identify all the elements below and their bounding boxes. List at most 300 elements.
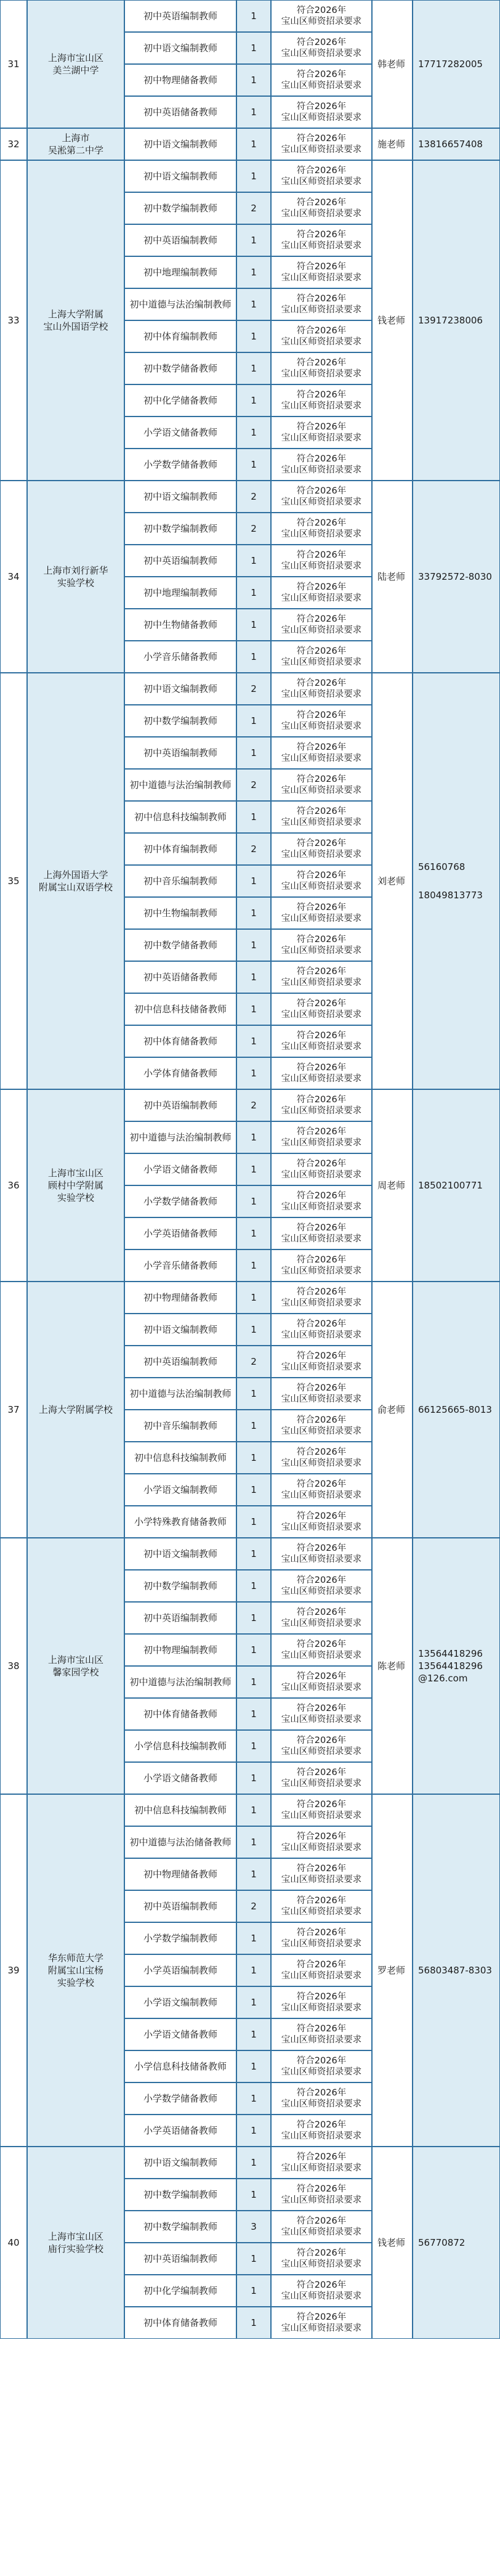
school-name-line: 实验学校 <box>57 577 94 588</box>
position-title: 初中数学编制教师 <box>124 1570 236 1602</box>
requirement-line: 宝山区师资招录要求 <box>281 1138 362 1148</box>
requirement-text <box>271 1954 372 1986</box>
school-number: 32 <box>0 128 27 160</box>
position-count: 1 <box>236 801 271 833</box>
position-title: 小学音乐储备教师 <box>124 641 236 673</box>
position-count: 2 <box>236 1890 271 1922</box>
position-title: 初中数学编制教师 <box>124 705 236 737</box>
position-count: 1 <box>236 1442 271 1474</box>
requirement-line: 符合2026年 <box>296 2216 347 2226</box>
requirement-text <box>271 2082 372 2115</box>
requirement-text <box>271 64 372 96</box>
contact-phone <box>413 1282 500 1538</box>
requirement-line: 符合2026年 <box>296 229 347 240</box>
position-count: 1 <box>236 1282 271 1314</box>
position-title: 初中生物储备教师 <box>124 609 236 641</box>
requirement-lines <box>281 582 362 604</box>
requirement-line: 宝山区师资招录要求 <box>281 369 362 379</box>
position-count: 1 <box>236 1762 271 1794</box>
contact-person: 钱老师 <box>372 160 413 481</box>
requirement-text <box>271 1890 372 1922</box>
school-name-line: 实验学校 <box>57 1192 94 1204</box>
requirement-lines <box>281 710 362 732</box>
position-count: 2 <box>236 481 271 513</box>
position-title: 初中英语储备教师 <box>124 96 236 128</box>
requirement-text <box>271 865 372 897</box>
position-title: 初中地理编制教师 <box>124 577 236 609</box>
requirement-line: 宝山区师资招录要求 <box>281 1458 362 1468</box>
position-title: 初中语文编制教师 <box>124 673 236 705</box>
requirement-line: 宝山区师资招录要求 <box>281 17 362 26</box>
requirement-text <box>271 1666 372 1698</box>
school-name-line: 上海大学附属学校 <box>38 1404 113 1415</box>
requirement-line: 宝山区师资招录要求 <box>281 1683 362 1692</box>
requirement-line: 宝山区师资招录要求 <box>281 1010 362 1020</box>
requirement-text <box>271 1185 372 1217</box>
position-count: 1 <box>236 1153 271 1185</box>
requirement-text <box>271 1826 372 1858</box>
requirement-line: 符合2026年 <box>296 1863 347 1874</box>
contact-phone-text <box>418 1404 492 1416</box>
position-title: 小学语文编制教师 <box>124 1474 236 1506</box>
school-name-text <box>43 564 108 590</box>
position-count: 2 <box>236 513 271 545</box>
requirement-lines <box>281 966 362 988</box>
position-count: 2 <box>236 1089 271 1121</box>
requirement-line: 宝山区师资招录要求 <box>281 1554 362 1564</box>
position-title: 初中英语编制教师 <box>124 545 236 577</box>
requirement-text <box>271 1986 372 2018</box>
position-count: 1 <box>236 1698 271 1730</box>
contact-person: 陈老师 <box>372 1538 413 1794</box>
position-title: 初中数学编制教师 <box>124 513 236 545</box>
requirement-text <box>271 961 372 993</box>
requirement-lines <box>281 2023 362 2046</box>
position-count: 1 <box>236 1506 271 1538</box>
requirement-lines <box>281 229 362 251</box>
requirement-line: 符合2026年 <box>296 998 347 1009</box>
position-count: 1 <box>236 320 271 352</box>
requirement-lines <box>281 453 362 476</box>
requirement-lines <box>281 1991 362 2013</box>
requirement-lines <box>281 1927 362 1949</box>
position-count: 1 <box>236 1474 271 1506</box>
requirement-text <box>271 256 372 288</box>
school-name <box>27 1089 124 1282</box>
requirement-line: 宝山区师资招录要求 <box>281 2323 362 2333</box>
requirement-lines <box>281 69 362 91</box>
requirement-lines <box>281 357 362 380</box>
school-number: 33 <box>0 160 27 481</box>
contact-phone <box>413 1538 500 1794</box>
requirement-line: 宝山区师资招录要求 <box>281 1715 362 1725</box>
requirement-lines <box>281 2248 362 2270</box>
position-title: 初中音乐编制教师 <box>124 865 236 897</box>
position-count: 1 <box>236 288 271 320</box>
requirement-line: 符合2026年 <box>296 1062 347 1073</box>
requirement-line: 符合2026年 <box>296 1254 347 1265</box>
contact-phone <box>413 673 500 1089</box>
requirement-line: 符合2026年 <box>296 1158 347 1169</box>
school-name <box>27 673 124 1089</box>
contact-person: 钱老师 <box>372 2147 413 2339</box>
requirement-line: 符合2026年 <box>296 1799 347 1810</box>
requirement-line: 符合2026年 <box>296 389 347 400</box>
requirement-lines <box>281 1511 362 1533</box>
school-name-line: 美兰湖中学 <box>52 65 99 76</box>
requirement-lines <box>281 774 362 796</box>
requirement-line: 符合2026年 <box>296 1094 347 1105</box>
position-count: 1 <box>236 1025 271 1057</box>
position-count: 1 <box>236 897 271 929</box>
requirement-lines <box>281 261 362 283</box>
contact-phone-text <box>418 1179 483 1192</box>
requirement-line: 宝山区师资招录要求 <box>281 850 362 859</box>
requirement-text <box>271 1762 372 1794</box>
requirement-lines <box>281 37 362 59</box>
position-title: 初中化学编制教师 <box>124 2275 236 2307</box>
position-title: 小学音乐储备教师 <box>124 1249 236 1282</box>
position-title: 小学语文储备教师 <box>124 2018 236 2050</box>
contact-phone <box>413 2147 500 2339</box>
requirement-text <box>271 1922 372 1954</box>
requirement-line: 宝山区师资招录要求 <box>281 241 362 251</box>
position-title: 初中语文编制教师 <box>124 160 236 192</box>
requirement-line: 符合2026年 <box>296 1607 347 1617</box>
position-title: 初中语文编制教师 <box>124 1314 236 1346</box>
requirement-text <box>271 2050 372 2082</box>
requirement-lines <box>281 838 362 860</box>
requirement-line: 宝山区师资招录要求 <box>281 2195 362 2205</box>
contact-phone <box>413 481 500 673</box>
requirement-line: 符合2026年 <box>296 710 347 720</box>
position-title: 小学数学储备教师 <box>124 1185 236 1217</box>
requirement-lines <box>281 1607 362 1629</box>
requirement-lines <box>281 1447 362 1469</box>
requirement-lines <box>281 1126 362 1148</box>
position-count: 1 <box>236 1057 271 1089</box>
requirement-line: 宝山区师资招录要求 <box>281 273 362 283</box>
requirement-line: 宝山区师资招录要求 <box>281 1106 362 1116</box>
requirement-line: 符合2026年 <box>296 2023 347 2034</box>
requirement-text <box>271 32 372 64</box>
position-title: 初中语文编制教师 <box>124 128 236 160</box>
requirement-line: 宝山区师资招录要求 <box>281 1939 362 1949</box>
requirement-line: 宝山区师资招录要求 <box>281 1619 362 1628</box>
school-name-line: 附属宝山双语学校 <box>38 882 113 893</box>
requirement-line: 宝山区师资招录要求 <box>281 1522 362 1532</box>
requirement-line: 符合2026年 <box>296 646 347 656</box>
requirement-text <box>271 2211 372 2243</box>
requirement-line: 宝山区师资招录要求 <box>281 946 362 956</box>
requirement-lines <box>281 293 362 315</box>
requirement-line: 宝山区师资招录要求 <box>281 49 362 59</box>
position-count: 1 <box>236 1986 271 2018</box>
position-title: 初中道德与法治编制教师 <box>124 288 236 320</box>
requirement-lines <box>281 1062 362 1084</box>
phone-line: 18502100771 <box>418 1179 483 1191</box>
requirement-text <box>271 1410 372 1442</box>
requirement-line: 宝山区师资招录要求 <box>281 1074 362 1084</box>
school-name <box>27 1794 124 2147</box>
position-title: 初中英语编制教师 <box>124 1346 236 1378</box>
requirement-line: 宝山区师资招录要求 <box>281 145 362 155</box>
school-name-line: 华东师范大学 <box>47 1952 103 1964</box>
requirement-line: 符合2026年 <box>296 421 347 432</box>
requirement-text <box>271 897 372 929</box>
requirement-text <box>271 2243 372 2275</box>
requirement-lines <box>281 902 362 924</box>
requirement-line: 宝山区师资招录要求 <box>281 81 362 91</box>
requirement-lines <box>281 2151 362 2174</box>
position-count: 1 <box>236 2147 271 2179</box>
requirement-line: 宝山区师资招录要求 <box>281 1170 362 1180</box>
requirement-line: 宝山区师资招录要求 <box>281 497 362 507</box>
position-count: 1 <box>236 1217 271 1249</box>
position-title: 小学语文储备教师 <box>124 416 236 449</box>
position-title: 初中英语储备教师 <box>124 961 236 993</box>
position-title: 初中体育编制教师 <box>124 833 236 865</box>
requirement-lines <box>281 133 362 155</box>
position-count: 1 <box>236 256 271 288</box>
school-number: 35 <box>0 673 27 1089</box>
requirement-lines <box>281 5 362 27</box>
requirement-lines <box>281 1222 362 1245</box>
requirement-line: 宝山区师资招录要求 <box>281 689 362 699</box>
requirement-lines <box>281 1959 362 1981</box>
position-title: 小学语文储备教师 <box>124 1762 236 1794</box>
requirement-text <box>271 352 372 384</box>
requirement-text <box>271 1057 372 1089</box>
requirement-text <box>271 1314 372 1346</box>
requirement-lines <box>281 165 362 187</box>
phone-line: 33792572-8030 <box>418 571 492 582</box>
requirement-line: 符合2026年 <box>296 2119 347 2130</box>
requirement-line: 宝山区师资招录要求 <box>281 721 362 731</box>
requirement-lines <box>281 1543 362 1565</box>
requirement-line: 符合2026年 <box>296 1543 347 1553</box>
requirement-lines <box>281 1575 362 1597</box>
position-title: 初中地理编制教师 <box>124 256 236 288</box>
requirement-line: 符合2026年 <box>296 2248 347 2258</box>
position-count: 1 <box>236 1410 271 1442</box>
requirement-text <box>271 545 372 577</box>
phone-line: 66125665-8013 <box>418 1404 492 1415</box>
requirement-line: 符合2026年 <box>296 742 347 752</box>
requirement-line: 符合2026年 <box>296 678 347 688</box>
position-count: 1 <box>236 1121 271 1153</box>
requirement-text <box>271 320 372 352</box>
requirement-lines <box>281 646 362 668</box>
position-count: 1 <box>236 1730 271 1762</box>
school-name-text <box>48 1952 103 1989</box>
position-title: 初中英语编制教师 <box>124 2243 236 2275</box>
position-count: 1 <box>236 416 271 449</box>
requirement-text <box>271 737 372 769</box>
position-count: 1 <box>236 1378 271 1410</box>
requirement-text <box>271 1858 372 1890</box>
requirement-line: 符合2026年 <box>296 101 347 112</box>
requirement-line: 宝山区师资招录要求 <box>281 978 362 988</box>
requirement-line: 宝山区师资招录要求 <box>281 113 362 123</box>
requirement-line: 宝山区师资招录要求 <box>281 2291 362 2301</box>
requirement-line: 宝山区师资招录要求 <box>281 593 362 603</box>
position-title: 小学数学储备教师 <box>124 449 236 481</box>
requirement-text <box>271 0 372 32</box>
requirement-lines <box>281 1158 362 1180</box>
requirement-lines <box>281 1863 362 1885</box>
requirement-text <box>271 1634 372 1666</box>
requirement-text <box>271 1506 372 1538</box>
requirement-line: 符合2026年 <box>296 325 347 336</box>
position-title: 初中道德与法治储备教师 <box>124 1826 236 1858</box>
requirement-lines <box>281 2280 362 2302</box>
position-title: 初中生物编制教师 <box>124 897 236 929</box>
phone-line: 56160768 <box>418 861 466 872</box>
requirement-text <box>271 2115 372 2147</box>
requirement-line: 宝山区师资招录要求 <box>281 2131 362 2141</box>
requirement-line: 符合2026年 <box>296 1511 347 1521</box>
position-title: 初中英语编制教师 <box>124 737 236 769</box>
requirement-text <box>271 993 372 1025</box>
requirement-line: 符合2026年 <box>296 1286 347 1297</box>
position-title: 初中体育储备教师 <box>124 1025 236 1057</box>
contact-person: 施老师 <box>372 128 413 160</box>
requirement-line: 宝山区师资招录要求 <box>281 818 362 827</box>
requirement-line: 宝山区师资招录要求 <box>281 401 362 411</box>
requirement-line: 宝山区师资招录要求 <box>281 1490 362 1500</box>
requirement-lines <box>281 550 362 572</box>
requirement-line: 符合2026年 <box>296 1383 347 1393</box>
phone-line: 18049813773 <box>418 890 483 901</box>
position-title: 初中化学储备教师 <box>124 384 236 416</box>
requirement-line: 符合2026年 <box>296 1959 347 1970</box>
school-number: 39 <box>0 1794 27 2147</box>
position-title: 初中英语编制教师 <box>124 1089 236 1121</box>
requirement-line: 宝山区师资招录要求 <box>281 2099 362 2109</box>
requirement-line: 宝山区师资招录要求 <box>281 625 362 635</box>
school-name <box>27 128 124 160</box>
position-count: 1 <box>236 929 271 961</box>
school-name <box>27 2147 124 2339</box>
school-name-text <box>48 2230 103 2256</box>
requirement-lines <box>281 998 362 1020</box>
school-number: 40 <box>0 2147 27 2339</box>
school-name-line: 上海市宝山区 <box>47 1654 103 1665</box>
position-title: 初中数学编制教师 <box>124 2179 236 2211</box>
phone-line: 13917238006 <box>418 314 483 326</box>
requirement-lines <box>281 1799 362 1821</box>
requirement-text <box>271 1121 372 1153</box>
requirement-lines <box>281 1286 362 1309</box>
requirement-text <box>271 1602 372 1634</box>
requirement-line: 宝山区师资招录要求 <box>281 786 362 795</box>
position-title: 小学信息科技储备教师 <box>124 2050 236 2082</box>
position-title: 小学英语储备教师 <box>124 1217 236 1249</box>
school-name-line: 宝山外国语学校 <box>43 321 108 332</box>
requirement-line: 宝山区师资招录要求 <box>281 465 362 475</box>
requirement-lines <box>281 518 362 540</box>
requirement-line: 宝山区师资招录要求 <box>281 2003 362 2013</box>
school-name-line: 庙行实验学校 <box>47 2243 103 2254</box>
position-count: 1 <box>236 865 271 897</box>
requirement-lines <box>281 1639 362 1661</box>
requirement-text <box>271 2275 372 2307</box>
requirement-line: 符合2026年 <box>296 1447 347 1457</box>
requirement-text <box>271 1217 372 1249</box>
requirement-lines <box>281 2055 362 2078</box>
requirement-text <box>271 641 372 673</box>
position-count: 1 <box>236 1185 271 1217</box>
requirement-line: 符合2026年 <box>296 2184 347 2194</box>
position-title: 小学英语储备教师 <box>124 2115 236 2147</box>
position-count: 1 <box>236 2275 271 2307</box>
contact-phone-text <box>418 314 483 327</box>
position-count: 1 <box>236 1666 271 1698</box>
position-count: 1 <box>236 64 271 96</box>
requirement-line: 符合2026年 <box>296 1126 347 1137</box>
requirement-text <box>271 1025 372 1057</box>
requirement-line: 符合2026年 <box>296 1479 347 1489</box>
contact-phone-text <box>418 58 483 70</box>
requirement-lines <box>281 870 362 892</box>
school-name-text <box>48 1654 103 1679</box>
position-count: 1 <box>236 641 271 673</box>
requirement-text <box>271 2307 372 2339</box>
school-name-text <box>48 52 103 77</box>
school-name-line: 上海大学附属 <box>47 308 103 320</box>
school-name-line: 吴淞第二中学 <box>47 145 103 156</box>
position-title: 初中信息科技编制教师 <box>124 1442 236 1474</box>
requirement-line: 符合2026年 <box>296 165 347 176</box>
requirement-line: 符合2026年 <box>296 774 347 784</box>
requirement-line: 宝山区师资招录要求 <box>281 1202 362 1212</box>
requirement-line: 符合2026年 <box>296 870 347 880</box>
requirement-lines <box>281 1831 362 1853</box>
requirement-line: 符合2026年 <box>296 1895 347 1906</box>
contact-phone-text <box>418 2237 465 2249</box>
requirement-line: 宝山区师资招录要求 <box>281 2163 362 2173</box>
requirement-text <box>271 1346 372 1378</box>
phone-line: 13816657408 <box>418 138 483 150</box>
school-name-line: 上海市刘行新华 <box>43 564 108 576</box>
requirement-lines <box>281 678 362 700</box>
requirement-lines <box>281 325 362 347</box>
position-count: 1 <box>236 1794 271 1826</box>
requirement-line: 符合2026年 <box>296 1671 347 1681</box>
phone-line: 13564418296 <box>418 1648 483 1659</box>
requirement-line: 符合2026年 <box>296 966 347 977</box>
requirement-line: 符合2026年 <box>296 2055 347 2066</box>
school-name <box>27 0 124 128</box>
requirement-line: 符合2026年 <box>296 2312 347 2322</box>
requirement-line: 符合2026年 <box>296 806 347 816</box>
requirement-line: 宝山区师资招录要求 <box>281 529 362 539</box>
position-count: 1 <box>236 2018 271 2050</box>
position-title: 初中数学编制教师 <box>124 2211 236 2243</box>
requirement-lines <box>281 1415 362 1437</box>
phone-line: 56803487-8303 <box>418 1964 492 1976</box>
requirement-text <box>271 2179 372 2211</box>
requirement-text <box>271 1730 372 1762</box>
requirement-text <box>271 609 372 641</box>
position-count: 1 <box>236 1602 271 1634</box>
school-name-line: 上海市宝山区 <box>47 1167 103 1179</box>
contact-phone-text <box>418 138 483 150</box>
contact-person: 韩老师 <box>372 0 413 128</box>
requirement-line: 符合2026年 <box>296 518 347 528</box>
requirement-text <box>271 384 372 416</box>
